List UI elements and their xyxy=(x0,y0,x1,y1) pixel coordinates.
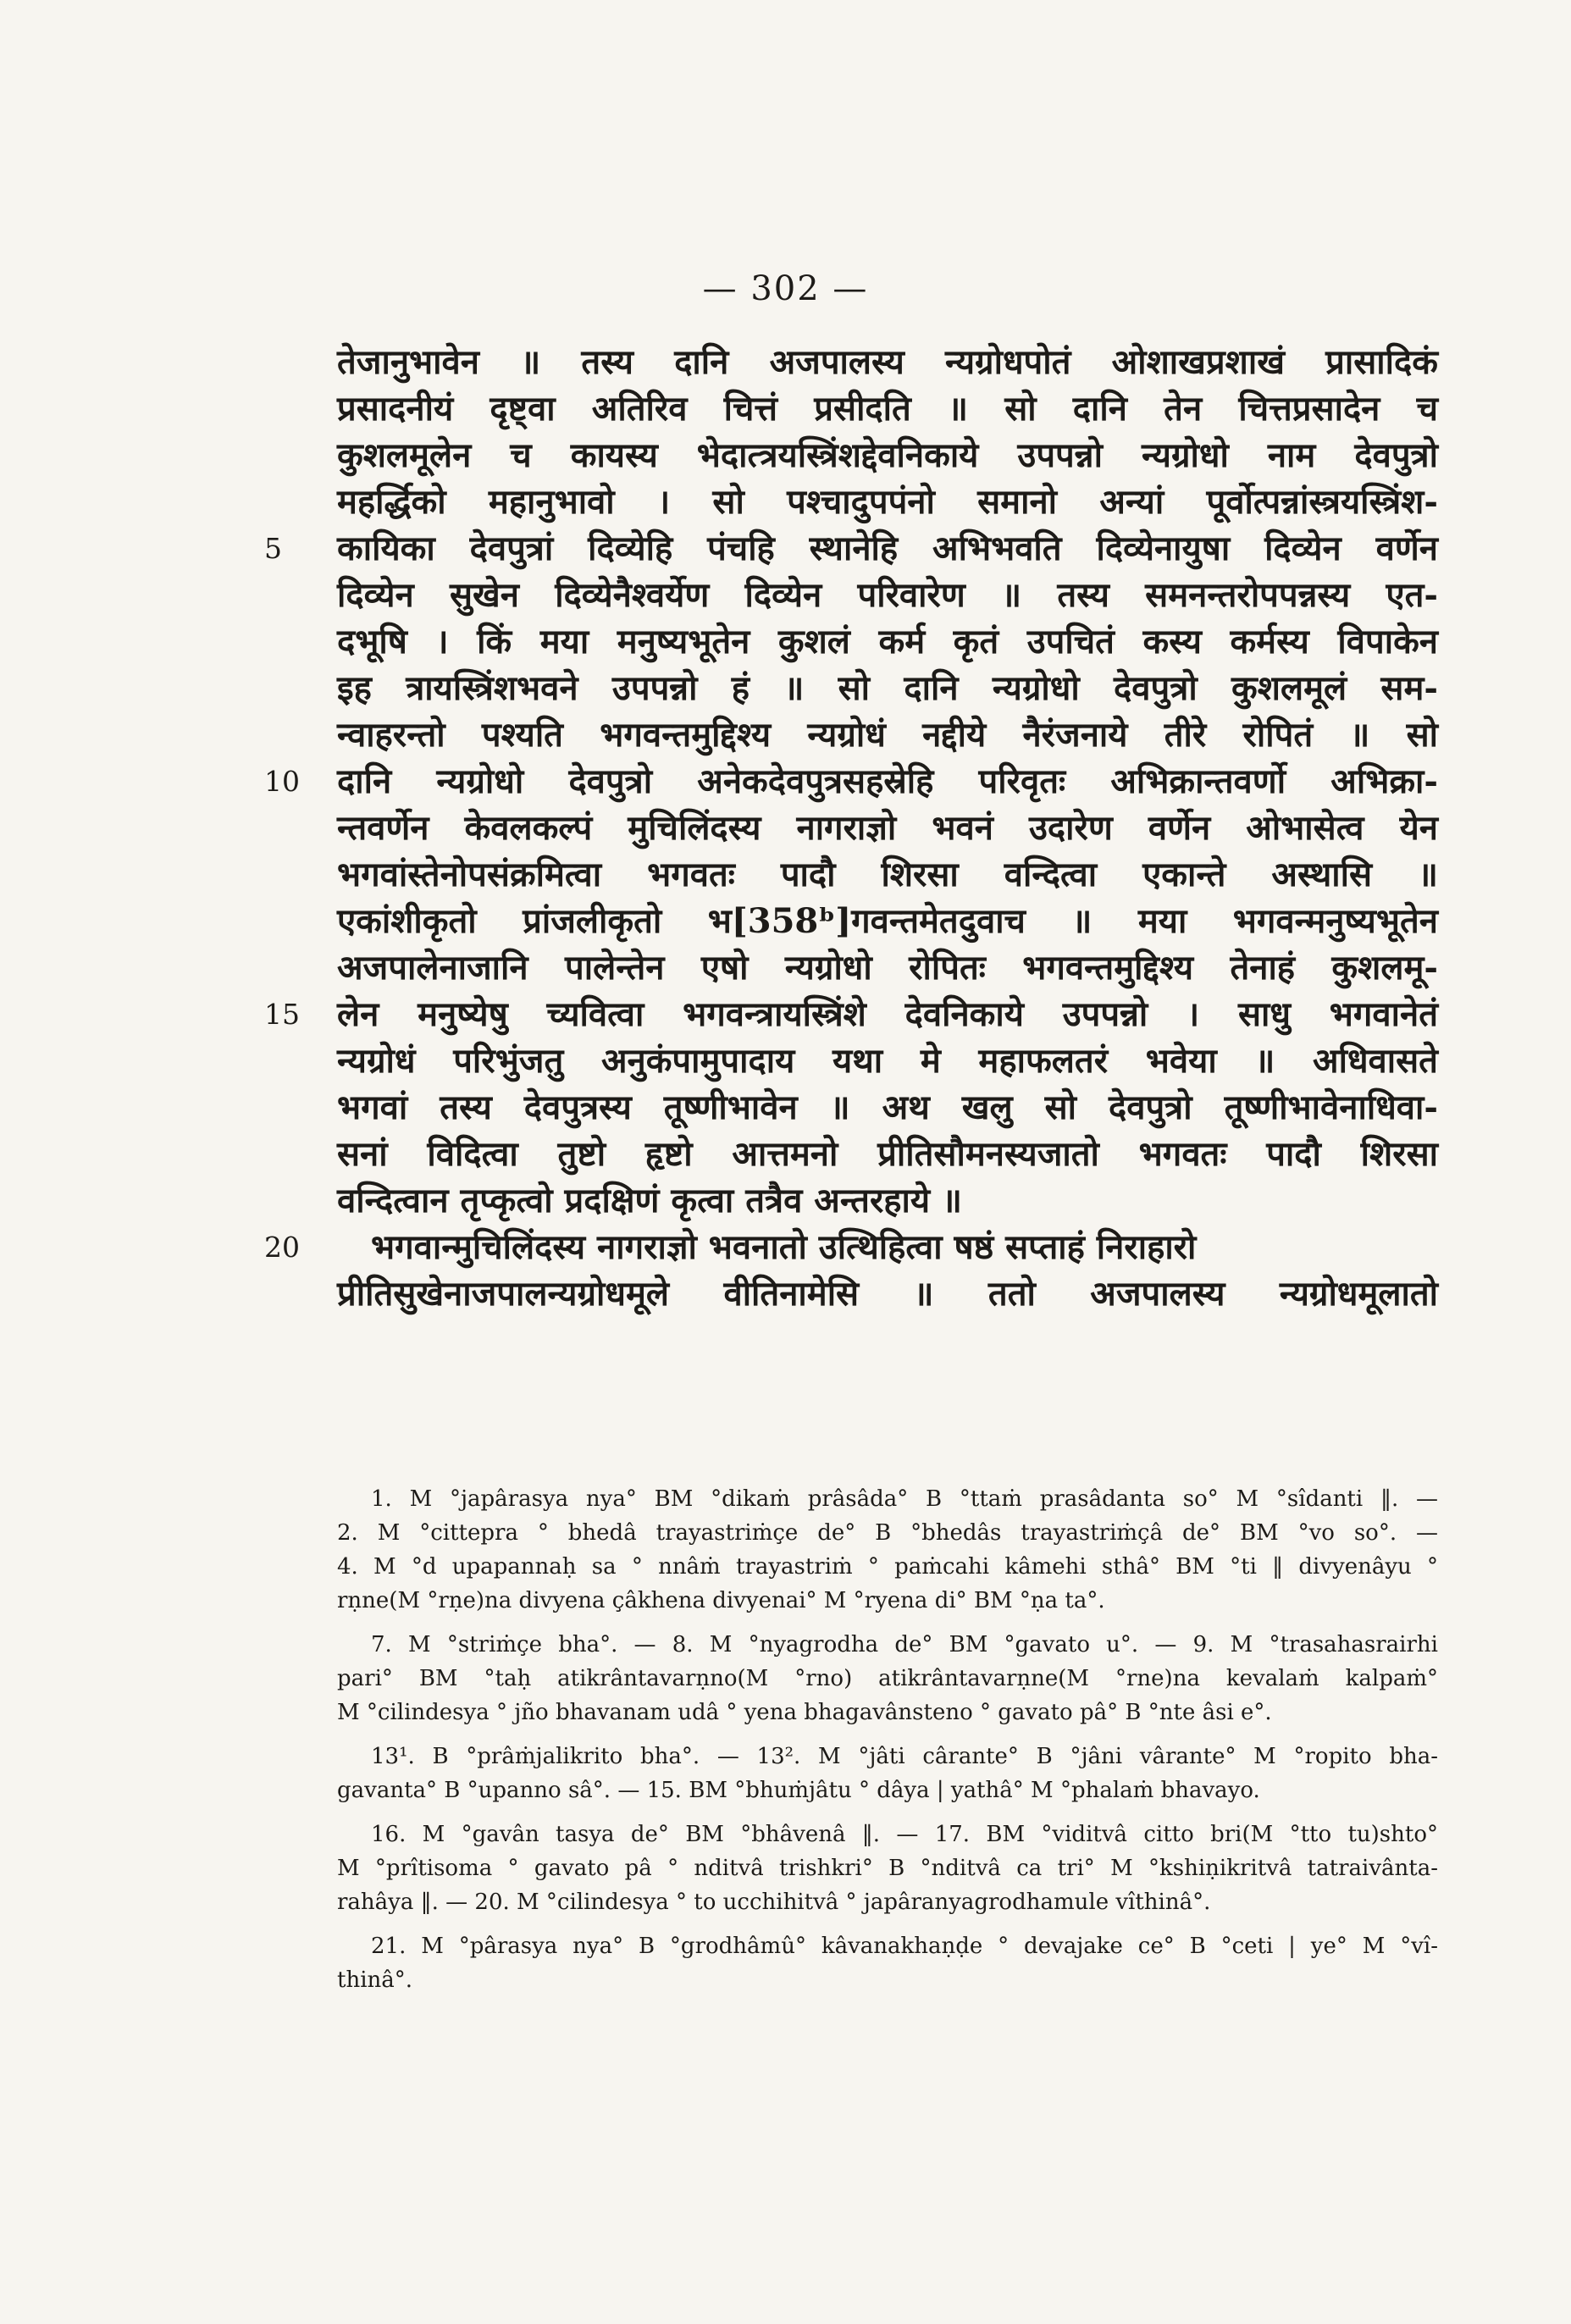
footnote-line: pari° BM °taḥ atikrântavarṇno(M °rno) atikrântavarṇne(M °rne)na kevalaṁ kalpaṁ° xyxy=(337,1666,1438,1691)
footnote-paragraph xyxy=(337,1740,1438,1807)
line-text: एकांशीकृतो प्रांजलीकृतो भ[358ᵇ]गवन्तमेतदुवाच ॥ मया भगवन्मनुष्यभूतेन xyxy=(337,901,1438,941)
text-line xyxy=(337,1084,1438,1131)
text-line xyxy=(337,1038,1438,1084)
line-text: लेन मनुष्येषु च्यवित्वा भगवन्त्रायस्त्रिंशे देवनिकाये उपपन्नो । साधु भगवानेतं xyxy=(337,994,1438,1034)
line-text: इह त्रायस्त्रिंशभवने उपपन्नो हं ॥ सो दानि न्यग्रोधो देवपुत्रो कुशलमूलं सम- xyxy=(337,668,1438,708)
line-text: भगवान्मुचिलिंदस्य नागराज्ञो भवनातो उत्थिहित्वा षष्ठं सप्ताहं निराहारो xyxy=(371,1227,1197,1267)
page-number: — 302 — xyxy=(702,269,869,308)
text-line xyxy=(337,711,1438,758)
text-line xyxy=(337,805,1438,851)
text-line xyxy=(337,851,1438,898)
footnote-line: 13¹. B °prâṁjalikrito bha°. — 13². M °jâti cârante° B °jâni vârante° M °ropito bha- xyxy=(371,1744,1438,1769)
footnote-paragraph xyxy=(337,1628,1438,1729)
text-line xyxy=(337,618,1438,665)
text-line xyxy=(337,1177,1438,1224)
line-text: भगवां तस्य देवपुत्रस्य तूष्णीभावेन ॥ अथ खलु सो देवपुत्रो तूष्णीभावेनाधिवा- xyxy=(337,1087,1438,1127)
footnote-line: rahâya ‖. — 20. M °cilindesya ° to ucchihitvâ ° japâranyagrodhamule vîthinâ°. xyxy=(337,1890,1211,1915)
text-line xyxy=(337,479,1438,525)
footnotes xyxy=(337,1482,1438,2007)
line-text: अजपालेनाजानि पालेन्तेन एषो न्यग्रोधो रोपितः भगवन्तमुद्दिश्य तेनाहं कुशलमू- xyxy=(337,948,1438,988)
line-text: न्यग्रोधं परिभुंजतु अनुकंपामुपादाय यथा मे महाफलतरं भवेया ॥ अधिवासते xyxy=(337,1041,1438,1081)
line-text: प्रीतिसुखेनाजपालन्यग्रोधमूले वीतिनामेसि ॥ ततो अजपालस्य न्यग्रोधमूलातो xyxy=(337,1274,1438,1314)
footnote-line: 21. M °pârasya nya° B °grodhâmû° kâvanakhaṇḍe ° devajake ce° B °ceti | ye° M °vî- xyxy=(371,1934,1438,1959)
footnote-line: 7. M °striṁçe bha°. — 8. M °nyagrodha de° BM °gavato u°. — 9. M °trasahasrairhi xyxy=(371,1632,1438,1657)
line-text: दभूषि । किं मया मनुष्यभूतेन कुशलं कर्म कृतं उपचितं कस्य कर्मस्य विपाकेन xyxy=(337,622,1438,661)
line-text: दिव्येन सुखेन दिव्येनैश्वर्येण दिव्येन परिवारेण ॥ तस्य समनन्तरोपपन्नस्य एत- xyxy=(337,575,1438,615)
line-text: तेजानुभावेन ॥ तस्य दानि अजपालस्य न्यग्रोधपोतं ओशाखप्रशाखं प्रासादिकं xyxy=(337,342,1438,382)
line-text: भगवांस्तेनोपसंक्रमित्वा भगवतः पादौ शिरसा वन्दित्वा एकान्ते अस्थासि ॥ xyxy=(337,855,1438,894)
text-line xyxy=(264,758,1438,805)
text-line xyxy=(264,991,1438,1038)
main-text xyxy=(264,339,1438,1317)
text-line xyxy=(337,944,1438,991)
footnote-line: gavanta° B °upanno sâ°. — 15. BM °bhuṁjâtu ° dâya | yathâ° M °phalaṁ bhavayo. xyxy=(337,1778,1260,1803)
footnote-paragraph xyxy=(337,1818,1438,1919)
footnote-line: rṇne(M °rṇe)na divyena çâkhena divyenai° M °ryena di° BM °ṇa ta°. xyxy=(337,1588,1105,1613)
line-number: 5 xyxy=(264,532,282,565)
line-text: न्तवर्णेन केवलकल्पं मुचिलिंदस्य नागराज्ञो भवनं उदारेण वर्णेन ओभासेत्व येन xyxy=(337,808,1438,848)
footnote-line: thinâ°. xyxy=(337,1967,413,1993)
line-text: महर्द्धिको महानुभावो । सो पश्चादुपपंनो समानो अन्यां पूर्वोत्पन्नांस्त्रयस्त्रिंश- xyxy=(337,482,1438,522)
line-text: कुशलमूलेन च कायस्य भेदात्त्रयस्त्रिंशद्देवनिकाये उपपन्नो न्यग्रोधो नाम देवपुत्रो xyxy=(337,435,1438,475)
text-line xyxy=(337,665,1438,711)
footnote-line: 4. M °d upapannaḥ sa ° nnâṁ trayastriṁ ° paṁcahi kâmehi sthâ° BM °ti ‖ divyenâyu ° xyxy=(337,1554,1438,1580)
line-number: 20 xyxy=(264,1231,300,1264)
text-line xyxy=(337,432,1438,479)
text-line xyxy=(264,1224,1438,1270)
footnote-line: 16. M °gavân tasya de° BM °bhâvenâ ‖. — 17. BM °viditvâ citto bri(M °tto tu)shto° xyxy=(371,1822,1438,1847)
footnote-paragraph xyxy=(337,1482,1438,1618)
footnote-line: 1. M °japârasya nya° BM °dikaṁ prâsâda° B °ttaṁ prasâdanta so° M °sîdanti ‖. — xyxy=(371,1486,1438,1512)
line-text: कायिका देवपुत्रां दिव्येहि पंचहि स्थानेहि अभिभवति दिव्येनायुषा दिव्येन वर्णेन xyxy=(337,528,1438,568)
line-text: वन्दित्वान तृप्कृत्वो प्रदक्षिणं कृत्वा तत्रैव अन्तरहाये ॥ xyxy=(337,1181,962,1220)
footnote-line: M °cilindesya ° jño bhavanam udâ ° yena bhagavânsteno ° gavato pâ° B °nte âsi e°. xyxy=(337,1700,1272,1725)
footnote-paragraph xyxy=(337,1929,1438,1997)
text-line xyxy=(337,385,1438,432)
text-line xyxy=(337,339,1438,385)
line-number: 10 xyxy=(264,765,300,798)
line-text: दानि न्यग्रोधो देवपुत्रो अनेकदेवपुत्रसहस्रेहि परिवृतः अभिक्रान्तवर्णो अभिक्रा- xyxy=(337,761,1438,801)
line-text: सनां विदित्वा तुष्टो हृष्टो आत्तमनो प्रीतिसौमनस्यजातो भगवतः पादौ शिरसा xyxy=(337,1134,1438,1174)
footnote-line: 2. M °cittepra ° bhedâ trayastriṁçe de° B °bhedâs trayastriṁçâ de° BM °vo so°. — xyxy=(337,1520,1438,1546)
text-line xyxy=(337,1270,1438,1317)
text-line xyxy=(337,898,1438,944)
footnote-line: M °prîtisoma ° gavato pâ ° nditvâ trishkri° B °nditvâ ca tri° M °kshiṇikritvâ tatraivânta- xyxy=(337,1856,1438,1881)
line-text: प्रसादनीयं दृष्ट्वा अतिरिव चित्तं प्रसीदति ॥ सो दानि तेन चित्तप्रसादेन च xyxy=(337,389,1438,429)
text-line xyxy=(337,572,1438,618)
line-text: न्वाहरन्तो पश्यति भगवन्तमुद्दिश्य न्यग्रोधं नद्दीये नैरंजनाये तीरे रोपितं ॥ सो xyxy=(337,715,1438,755)
text-line xyxy=(337,1131,1438,1177)
line-number: 15 xyxy=(264,998,300,1031)
text-line xyxy=(264,525,1438,572)
